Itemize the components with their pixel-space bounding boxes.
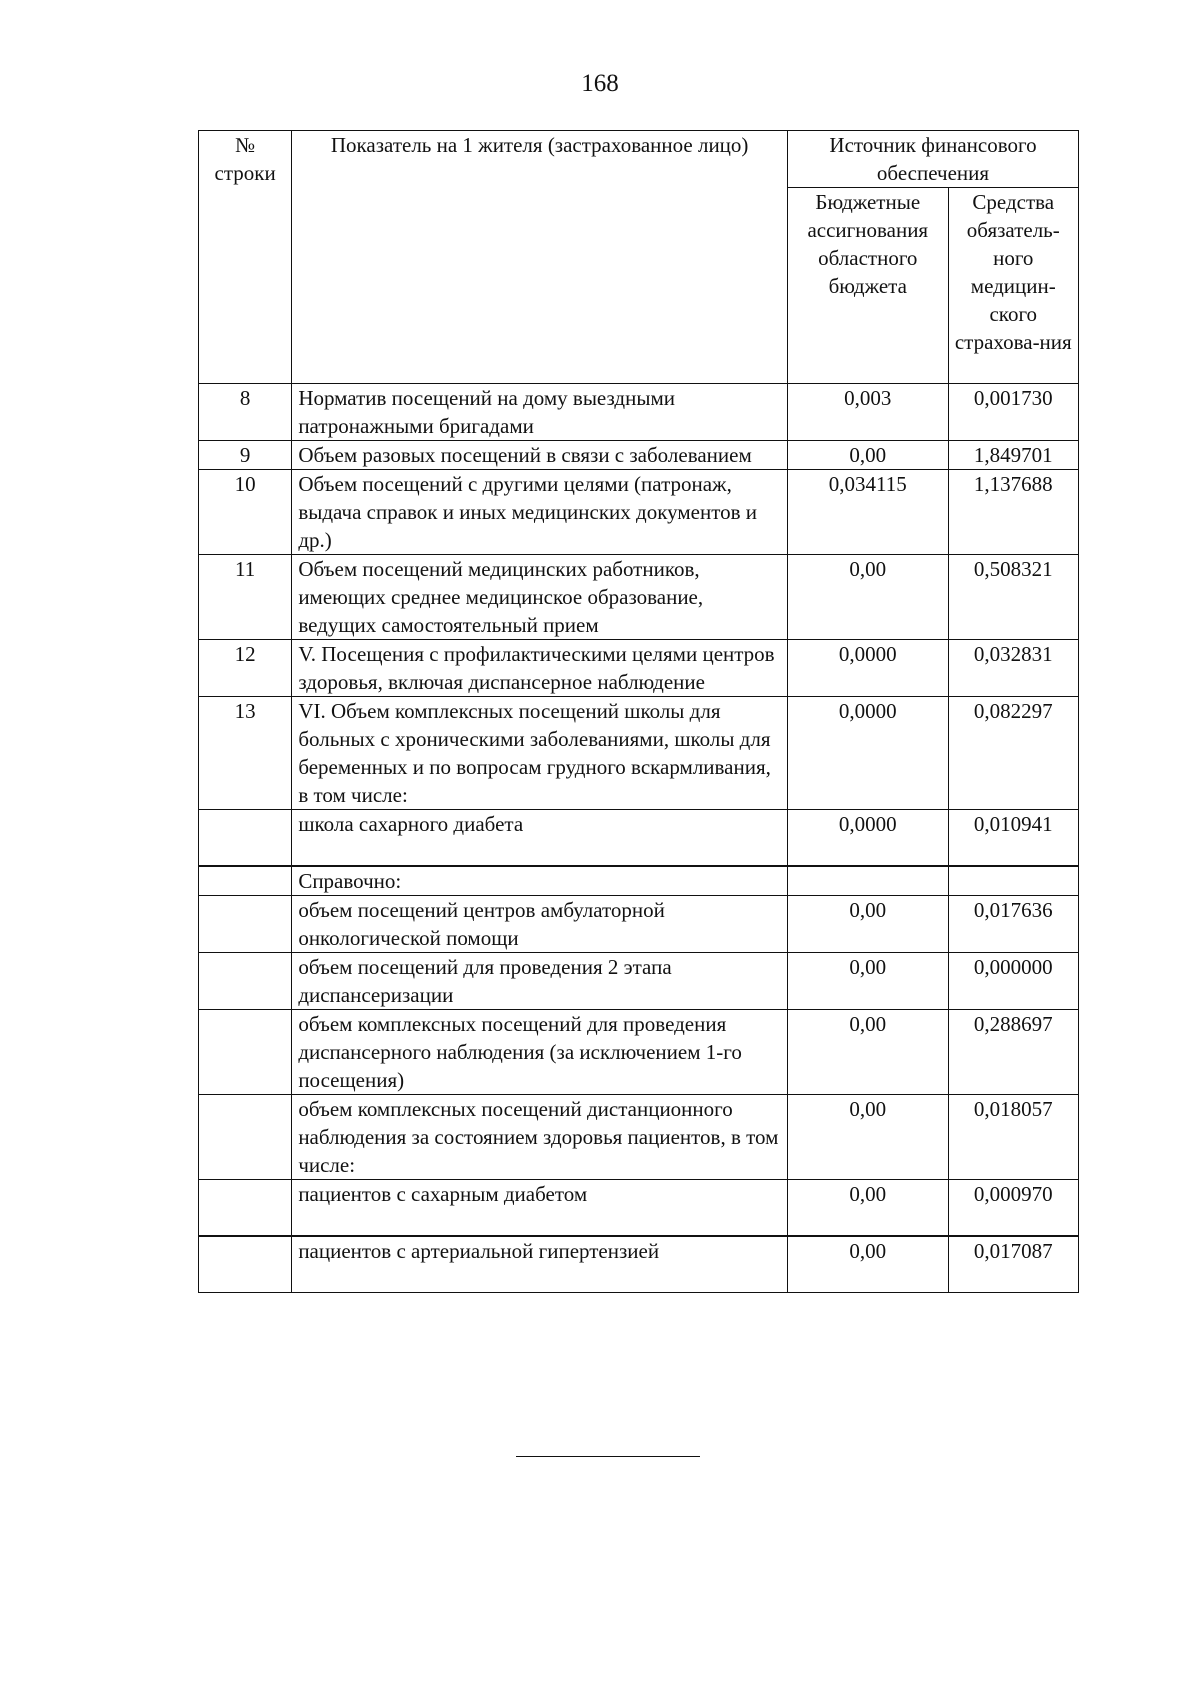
row-indicator: пациентов с артериальной гипертензией — [292, 1237, 788, 1293]
table-row — [199, 953, 1079, 1010]
row-indicator: Объем разовых посещений в связи с заболеванием — [292, 441, 788, 470]
row-oms-value — [948, 867, 1078, 896]
row-budget-value: 0,0000 — [788, 810, 949, 866]
reference-heading: Справочно: — [292, 867, 788, 896]
page-number: 168 — [581, 70, 619, 97]
table-row — [199, 697, 1079, 810]
header-indicator: Показатель на 1 жителя (застрахованное лицо) — [292, 131, 788, 384]
row-indicator: объем комплексных посещений дистанционного наблюдения за состоянием здоровья пациентов, в том числе: — [292, 1095, 788, 1180]
header-funding-source: Источник финансового обеспечения — [788, 131, 1079, 188]
row-number — [199, 896, 292, 953]
table-header-row — [199, 131, 1079, 188]
header-oms: Средства обязатель-ного медицин-ского страхова-ния — [948, 188, 1078, 384]
table-row — [199, 640, 1079, 697]
row-budget-value: 0,00 — [788, 896, 949, 953]
row-oms-value: 0,018057 — [948, 1095, 1078, 1180]
row-budget-value: 0,00 — [788, 1095, 949, 1180]
table-row — [199, 555, 1079, 640]
row-number: 8 — [199, 384, 292, 441]
row-indicator: объем посещений для проведения 2 этапа диспансеризации — [292, 953, 788, 1010]
table-row — [199, 1095, 1079, 1180]
row-indicator: объем посещений центров амбулаторной онкологической помощи — [292, 896, 788, 953]
row-oms-value: 0,010941 — [948, 810, 1078, 866]
row-number — [199, 1180, 292, 1236]
row-oms-value: 1,849701 — [948, 441, 1078, 470]
row-number — [199, 810, 292, 866]
row-oms-value: 0,017087 — [948, 1237, 1078, 1293]
table-row — [199, 1237, 1079, 1293]
standards-table — [198, 130, 1079, 1293]
row-indicator: пациентов с сахарным диабетом — [292, 1180, 788, 1236]
header-row-number: № строки — [199, 131, 292, 384]
row-number: 9 — [199, 441, 292, 470]
row-number — [199, 1010, 292, 1095]
table-row — [199, 441, 1079, 470]
row-indicator: Объем посещений с другими целями (патронаж, выдача справок и иных медицинских документов и др.) — [292, 470, 788, 555]
row-oms-value: 0,508321 — [948, 555, 1078, 640]
row-number: 13 — [199, 697, 292, 810]
row-oms-value: 0,001730 — [948, 384, 1078, 441]
row-indicator: школа сахарного диабета — [292, 810, 788, 866]
footer-separator-line — [516, 1456, 700, 1457]
table-row — [199, 810, 1079, 866]
table-row-reference — [199, 867, 1079, 896]
row-number — [199, 867, 292, 896]
row-budget-value: 0,0000 — [788, 697, 949, 810]
row-indicator: V. Посещения с профилактическими целями центров здоровья, включая диспансерное наблюдение — [292, 640, 788, 697]
row-budget-value — [788, 867, 949, 896]
row-number — [199, 1237, 292, 1293]
table-row — [199, 384, 1079, 441]
row-oms-value: 0,000000 — [948, 953, 1078, 1010]
row-budget-value: 0,00 — [788, 555, 949, 640]
row-oms-value: 0,017636 — [948, 896, 1078, 953]
row-indicator: Объем посещений медицинских работников, имеющих среднее медицинское образование, ведущих самостоятельный прием — [292, 555, 788, 640]
table-row — [199, 896, 1079, 953]
header-budget: Бюджетные ассигнования областного бюджета — [788, 188, 949, 384]
row-budget-value: 0,00 — [788, 1237, 949, 1293]
row-number: 11 — [199, 555, 292, 640]
row-budget-value: 0,003 — [788, 384, 949, 441]
row-budget-value: 0,00 — [788, 953, 949, 1010]
row-number: 10 — [199, 470, 292, 555]
row-indicator: VI. Объем комплексных посещений школы для больных с хроническими заболеваниями, школы для беременных и по вопросам грудного вскармливания, в том числе: — [292, 697, 788, 810]
table-row — [199, 470, 1079, 555]
row-budget-value: 0,00 — [788, 1010, 949, 1095]
row-oms-value: 0,082297 — [948, 697, 1078, 810]
row-indicator: объем комплексных посещений для проведения диспансерного наблюдения (за исключением 1-го посещения) — [292, 1010, 788, 1095]
row-budget-value: 0,034115 — [788, 470, 949, 555]
row-indicator: Норматив посещений на дому выездными патронажными бригадами — [292, 384, 788, 441]
row-oms-value: 0,000970 — [948, 1180, 1078, 1236]
row-number — [199, 953, 292, 1010]
table-row — [199, 1180, 1079, 1236]
row-number: 12 — [199, 640, 292, 697]
row-budget-value: 0,00 — [788, 1180, 949, 1236]
row-oms-value: 0,288697 — [948, 1010, 1078, 1095]
row-oms-value: 0,032831 — [948, 640, 1078, 697]
row-oms-value: 1,137688 — [948, 470, 1078, 555]
row-budget-value: 0,00 — [788, 441, 949, 470]
row-budget-value: 0,0000 — [788, 640, 949, 697]
table-row — [199, 1010, 1079, 1095]
row-number — [199, 1095, 292, 1180]
